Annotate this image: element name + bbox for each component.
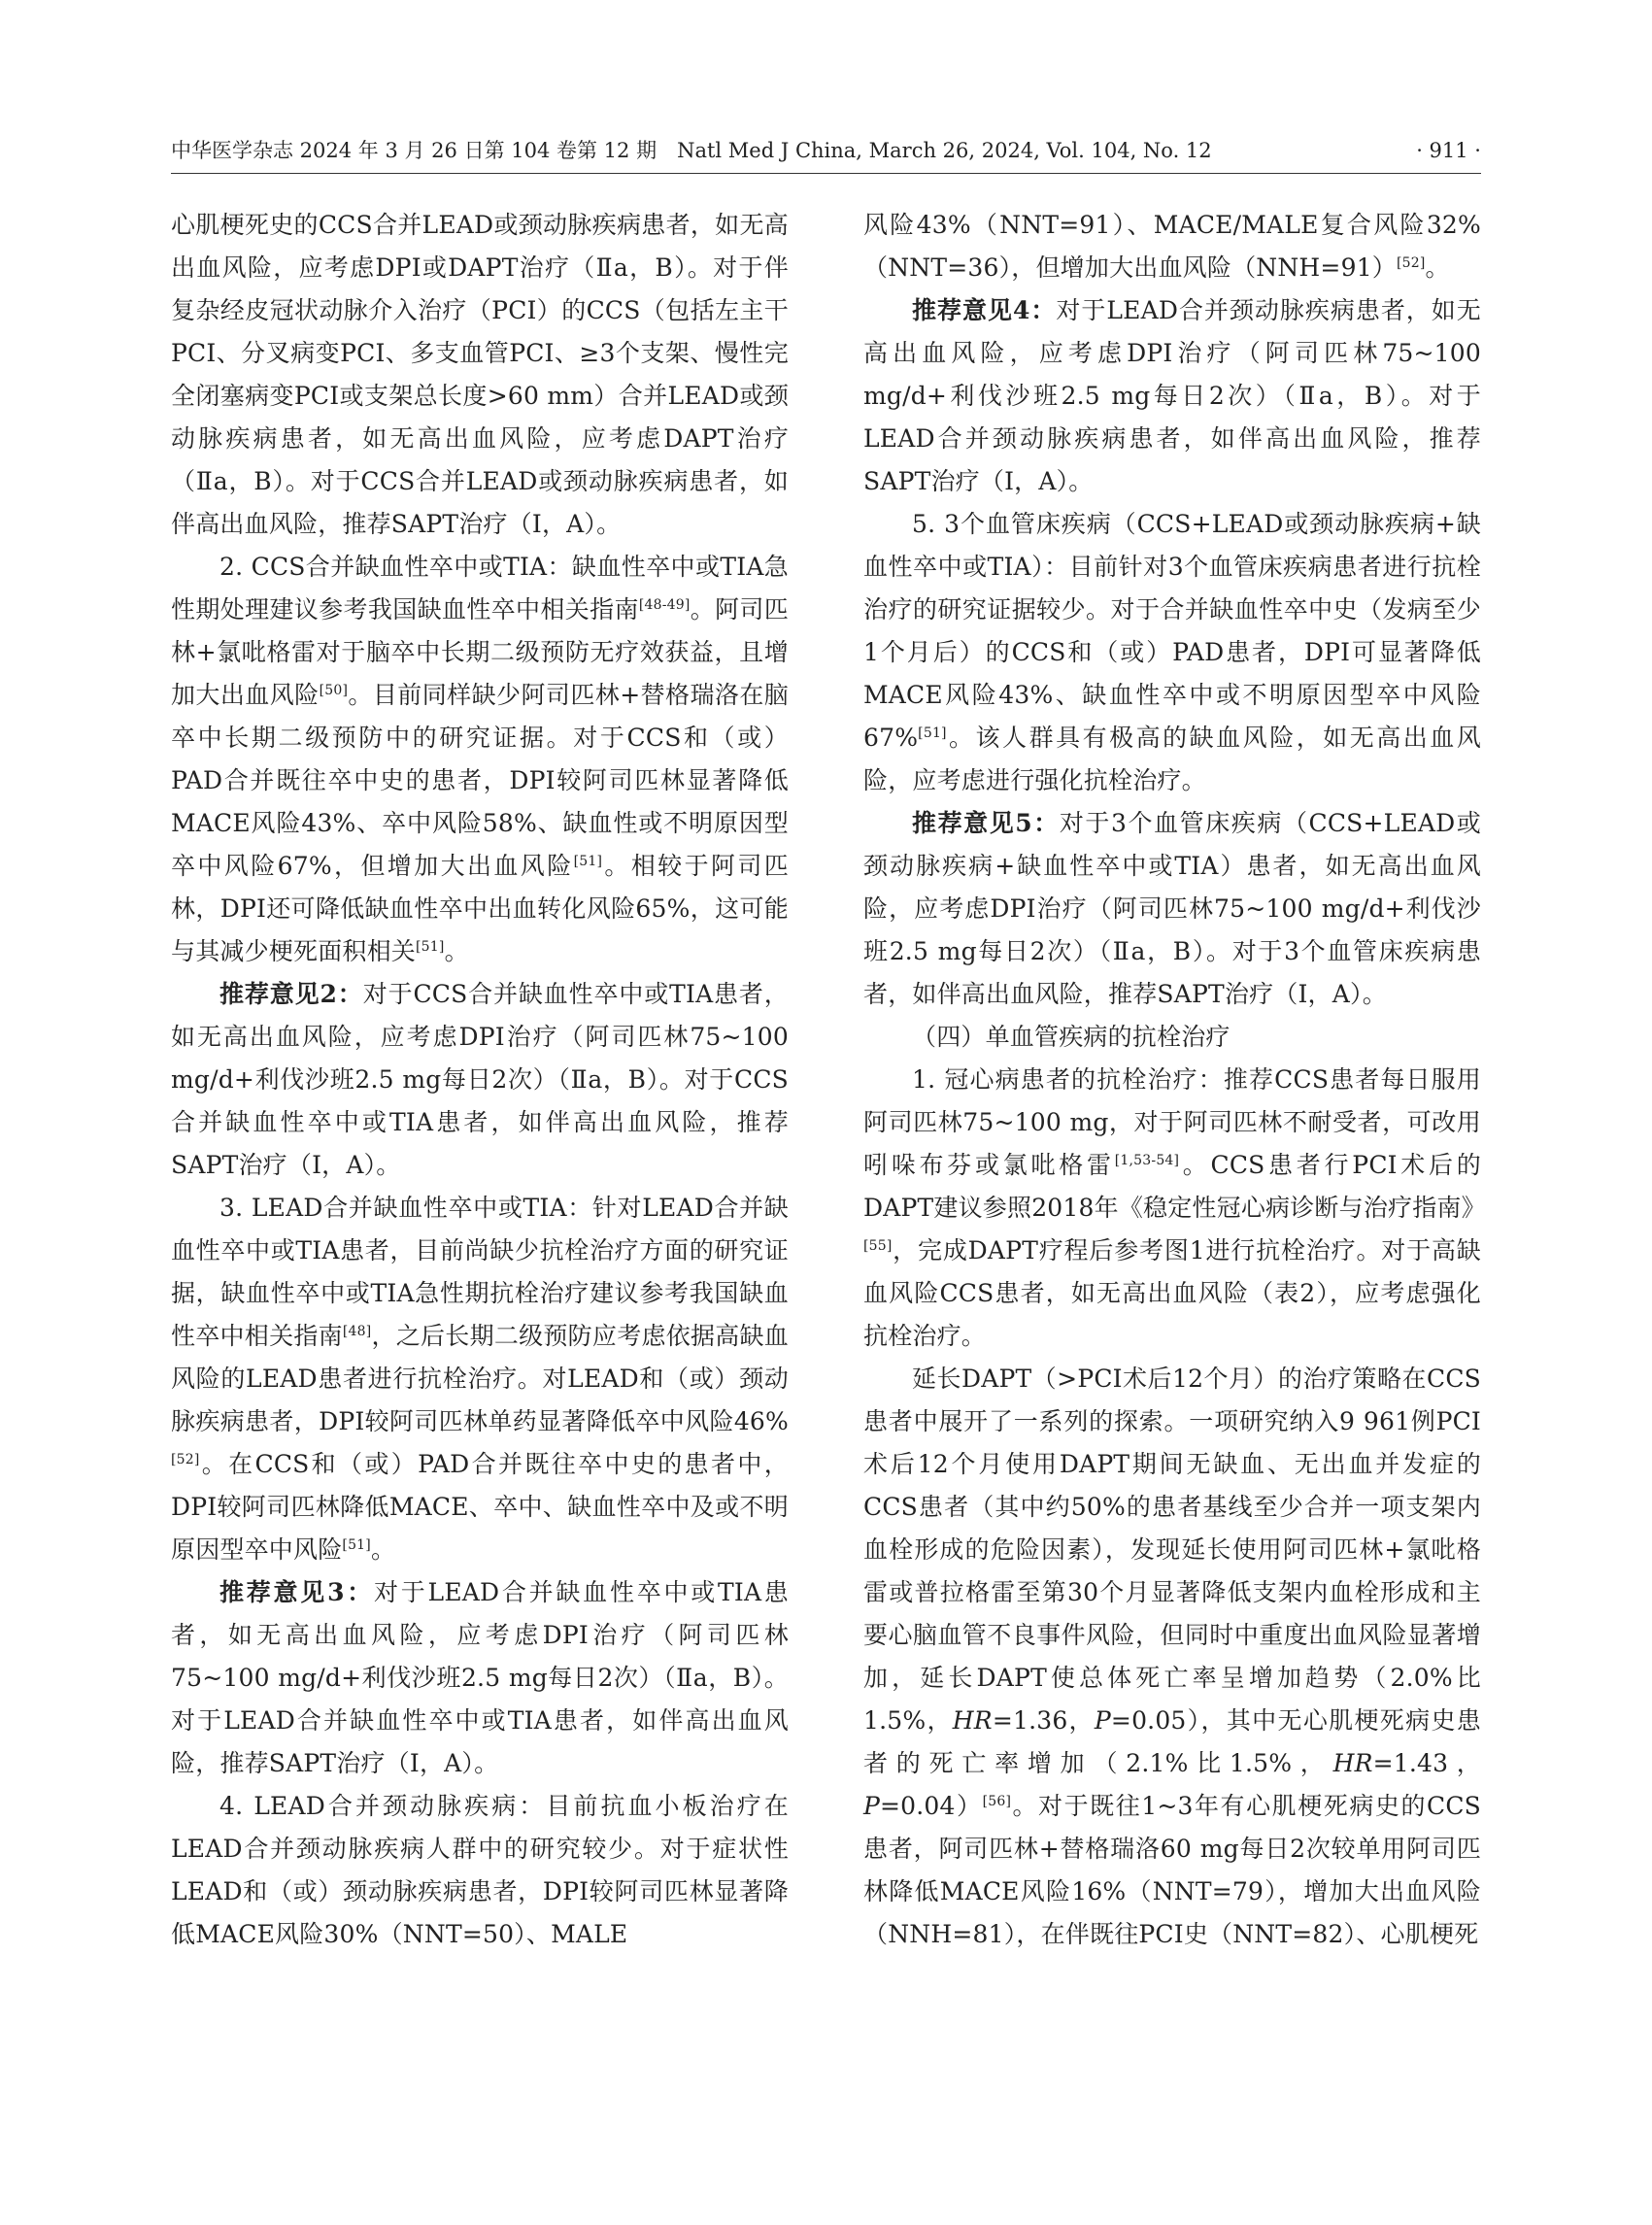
left-column — [171, 204, 789, 1956]
paragraph-ccs-stroke — [171, 546, 789, 973]
recommendation-2 — [171, 973, 789, 1187]
paragraph-three-vascular-beds — [863, 503, 1481, 802]
section-heading: （四）单血管疾病的抗栓治疗 — [912, 1023, 1231, 1051]
text-run: =0.05），其中无心肌梗死病史患者的死亡率增加（2.1%比1.5%， — [863, 1706, 1482, 1777]
text-run: 。目前同样缺少阿司匹林+替格瑞洛在脑卒中长期二级预防中的研究证据。对于CCS和（或）PAD合并既往卒中史的患者，DPI较阿司匹林显著降低MACE风险43%、卒中风险58%、缺血性或不明原因型卒中风险67%，但增加大出血风险 — [171, 681, 789, 880]
right-column — [863, 204, 1486, 1956]
text-run: 。 — [444, 937, 469, 965]
recommendation-label: 推荐意见2： — [219, 980, 363, 1008]
paragraph-lead-stroke — [171, 1187, 789, 1571]
recommendation-3 — [171, 1571, 789, 1785]
citation-ref: [55] — [863, 1238, 893, 1254]
text-run: 对于CCS合并缺血性卒中或TIA患者，如无高出血风险，应考虑DPI治疗（阿司匹林75~100 mg/d+利伐沙班2.5 mg每日2次）（Ⅱa，B）。对于CCS合并缺血性卒中或TIA患者，如伴高出血风险，推荐SAPT治疗（Ⅰ，A）。 — [171, 980, 789, 1179]
citation-ref: [56] — [982, 1794, 1012, 1809]
text-run: 风险43%（NNT=91）、MACE/MALE复合风险32%（NNT=36），但增加大出血风险（NNH=91） — [863, 211, 1481, 282]
italic-symbol: HR — [1332, 1749, 1373, 1777]
journal-citation: 中华医学杂志 2024 年 3 月 26 日第 104 卷第 12 期 Natl Med J China, March 26, 2024, Vol. 104, No. 12 — [171, 139, 1212, 162]
text-run: ，之后长期二级预防应考虑依据高缺血风险的LEAD患者进行抗栓治疗。对LEAD和（或）颈动脉疾病患者，DPI较阿司匹林单药显著降低卒中风险46% — [171, 1322, 790, 1435]
text-run: 对于LEAD合并缺血性卒中或TIA患者，如无高出血风险，应考虑DPI治疗（阿司匹林75~100 mg/d+利伐沙班2.5 mg每日2次）（Ⅱa，B）。对于LEAD合并缺血性卒中或TIA患者，如伴高出血风险，推荐SAPT治疗（Ⅰ，A）。 — [171, 1578, 789, 1777]
text-run: 。 — [1425, 253, 1450, 282]
citation-ref: [50] — [319, 683, 349, 698]
citation-ref: [52] — [171, 1452, 200, 1467]
text-run: 。对于既往1~3年有心肌梗死病史的CCS患者，阿司匹林+替格瑞洛60 mg每日2次较单用阿司匹林降低MACE风险16%（NNT=79），增加大出血风险（NNH=81），在伴既往PCI史（NNT=82）、心肌梗死 — [863, 1792, 1481, 1948]
text-run: 对于LEAD合并颈动脉疾病患者，如无高出血风险，应考虑DPI治疗（阿司匹林75~100 mg/d+利伐沙班2.5 mg每日2次）（Ⅱa，B）。对于LEAD合并颈动脉疾病患者，如伴高出血风险，推荐SAPT治疗（Ⅰ，A）。 — [863, 296, 1481, 495]
page-header — [171, 134, 1481, 174]
italic-symbol: P — [1094, 1706, 1111, 1735]
text-run: 。阿司匹林+氯吡格雷对于脑卒中长期二级预防无疗效获益，且增加大出血风险 — [171, 595, 789, 709]
paragraph-lead-carotid: 4. LEAD合并颈动脉疾病：目前抗血小板治疗在LEAD合并颈动脉疾病人群中的研究较少。对于症状性LEAD和（或）颈动脉疾病患者，DPI较阿司匹林显著降低MACE风险30%（NNT=50）、MALE — [171, 1792, 789, 1948]
citation-ref: [48] — [342, 1324, 372, 1339]
paragraph-extended-dapt — [863, 1358, 1481, 1956]
text-run: 对于3个血管床疾病（CCS+LEAD或颈动脉疾病+缺血性卒中或TIA）患者，如无高出血风险，应考虑DPI治疗（阿司匹林75~100 mg/d+利伐沙班2.5 mg每日2次）（Ⅱa，B）。对于3个血管床疾病患者，如伴高出血风险，推荐SAPT治疗（Ⅰ，A）。 — [863, 809, 1481, 1008]
text-run: =1.43， — [1372, 1749, 1481, 1777]
text-run: 3. LEAD合并缺血性卒中或TIA：针对LEAD合并缺血性卒中或TIA患者，目前尚缺少抗栓治疗方面的研究证据，缺血性卒中或TIA急性期抗栓治疗建议参考我国缺血性卒中相关指南 — [171, 1194, 789, 1350]
citation-ref: [51] — [342, 1537, 371, 1553]
text-run: =0.04） — [880, 1792, 983, 1820]
page-number: · 911 · — [1416, 139, 1481, 162]
text-run: 。该人群具有极高的缺血风险，如无高出血风险，应考虑进行强化抗栓治疗。 — [863, 724, 1481, 794]
citation-ref: [1,53-54] — [1114, 1153, 1180, 1168]
recommendation-label: 推荐意见5： — [912, 809, 1060, 837]
text-run: 。CCS患者行PCI术后的DAPT建议参照2018年《稳定性冠心病诊断与治疗指南》 — [863, 1151, 1486, 1222]
citation-ref: [51] — [416, 939, 445, 955]
text-run: 。在CCS和（或）PAD合并既往卒中史的患者中，DPI较阿司匹林降低MACE、卒中、缺血性卒中及或不明原因型卒中风险 — [171, 1450, 789, 1564]
text-run: ，完成DAPT疗程后参考图1进行抗栓治疗。对于高缺血风险CCS患者，如无高出血风险（表2），应考虑强化抗栓治疗。 — [863, 1236, 1481, 1350]
citation-ref: [51] — [573, 854, 603, 869]
paragraph-chd-antithrombotic — [863, 1059, 1486, 1358]
italic-symbol: HR — [952, 1706, 993, 1735]
citation-ref: [51] — [918, 725, 947, 741]
text-run: =1.36， — [992, 1706, 1095, 1735]
paragraph-continued — [863, 204, 1481, 289]
text-run: 2. CCS合并缺血性卒中或TIA：缺血性卒中或TIA急性期处理建议参考我国缺血性卒中相关指南 — [171, 553, 789, 624]
recommendation-4 — [863, 289, 1481, 503]
text-run: 。相较于阿司匹林，DPI还可降低缺血性卒中出血转化风险65%，这可能与其减少梗死面积相关 — [171, 852, 789, 965]
text-run: 延长DAPT（>PCI术后12个月）的治疗策略在CCS患者中展开了一系列的探索。一项研究纳入9 961例PCI术后12个月使用DAPT期间无缺血、无出血并发症的CCS患者（其中约50%的患者基线至少合并一项支架内血栓形成的危险因素），发现延长使用阿司匹林+氯吡格雷或普拉格雷至第30个月显著降低支架内血栓形成和主要心脑血管不良事件风险，但同时中重度出血风险显著增加，延长DAPT使总体死亡率呈增加趋势（2.0%比1.5%， — [863, 1365, 1481, 1735]
paragraph-continued: 心肌梗死史的CCS合并LEAD或颈动脉疾病患者，如无高出血风险，应考虑DPI或DAPT治疗（Ⅱa，B）。对于伴复杂经皮冠状动脉介入治疗（PCI）的CCS（包括左主干PCI、分叉病变PCI、多支血管PCI、≥3个支架、慢性完全闭塞病变PCI或支架总长度>60 mm）合并LEAD或颈动脉疾病患者，如无高出血风险，应考虑DAPT治疗（Ⅱa，B）。对于CCS合并LEAD或颈动脉疾病患者，如伴高出血风险，推荐SAPT治疗（Ⅰ，A）。 — [171, 211, 789, 538]
recommendation-label: 推荐意见4： — [912, 296, 1057, 324]
text-run: 1. 冠心病患者的抗栓治疗：推荐CCS患者每日服用阿司匹林75~100 mg，对于阿司匹林不耐受者，可改用吲哚布芬或氯吡格雷 — [863, 1065, 1481, 1179]
recommendation-5 — [863, 802, 1481, 1016]
citation-ref: [48-49] — [638, 597, 691, 613]
text-run: 。 — [370, 1535, 396, 1564]
text-run: 5. 3个血管床疾病（CCS+LEAD或颈动脉疾病+缺血性卒中或TIA）：目前针对3个血管床疾病患者进行抗栓治疗的研究证据较少。对于合并缺血性卒中史（发病至少1个月后）的CCS和（或）PAD患者，DPI可显著降低MACE风险43%、缺血性卒中或不明原因型卒中风险67% — [863, 510, 1481, 752]
citation-ref: [52] — [1397, 255, 1426, 271]
italic-symbol: P — [863, 1792, 881, 1820]
recommendation-label: 推荐意见3： — [219, 1578, 375, 1606]
